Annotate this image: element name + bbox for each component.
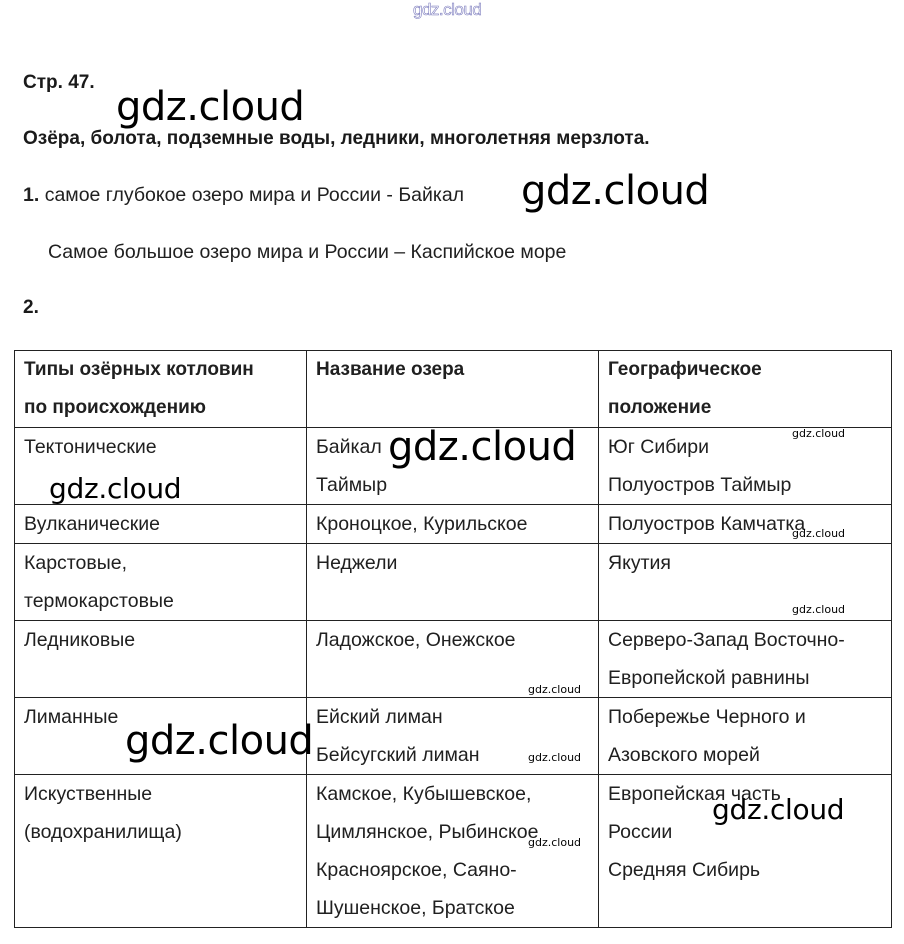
cell-text: Ладожское, Онежское (316, 629, 516, 651)
question-1 (23, 184, 464, 207)
header-text: Название озера (316, 359, 465, 380)
question-1-line1: самое глубокое озеро мира и России - Байкал (44, 184, 465, 206)
cell-type (15, 505, 307, 544)
header-text: Типы озёрных котловин (24, 359, 254, 380)
cell-type (15, 621, 307, 698)
watermark: gdz.cloud (521, 168, 710, 214)
watermark: gdz.cloud (792, 427, 846, 440)
cell-text: Шушенское, Братское (316, 897, 515, 919)
cell-text: Ледниковые (24, 629, 136, 651)
cell-location (599, 505, 892, 544)
cell-text: Европейской равнины (608, 667, 810, 689)
cell-location (599, 621, 892, 698)
watermark: gdz.cloud (528, 751, 582, 764)
watermark: gdz.cloud (116, 84, 305, 130)
watermark: gdz.cloud (125, 718, 314, 764)
cell-location (599, 698, 892, 775)
cell-text: Вулканические (24, 513, 160, 535)
cell-text: Серверо-Запад Восточно- (608, 629, 845, 651)
question-2-number: 2. (23, 297, 39, 318)
cell-text: Ейский лиман (316, 706, 443, 728)
cell-text: Европейская часть (608, 783, 781, 805)
cell-names (307, 505, 599, 544)
cell-text: Якутия (608, 552, 671, 574)
header-location (599, 351, 892, 428)
cell-text: Юг Сибири (608, 436, 710, 458)
top-watermark: gdz.cloud (413, 0, 482, 19)
cell-names (307, 775, 599, 928)
cell-text: Искуственные (24, 783, 153, 805)
cell-location (599, 544, 892, 621)
watermark: gdz.cloud (528, 683, 582, 696)
cell-text: России (608, 821, 673, 843)
cell-text: Лиманные (24, 706, 119, 728)
cell-text: Цимлянское, Рыбинское (316, 821, 539, 843)
header-text: положение (608, 397, 712, 418)
question-1-number: 1. (23, 184, 40, 206)
header-basin-types (15, 351, 307, 428)
cell-text: Карстовые, (24, 552, 127, 574)
cell-names (307, 544, 599, 621)
watermark: gdz.cloud (792, 527, 846, 540)
cell-text: Полуостров Таймыр (608, 474, 792, 496)
table-row (15, 505, 892, 544)
cell-text: Средняя Сибирь (608, 859, 761, 881)
page-reference: Стр. 47. (23, 72, 95, 93)
watermark: gdz.cloud (49, 472, 182, 505)
cell-text: Азовского морей (608, 744, 760, 766)
cell-text: Красноярское, Саяно- (316, 859, 517, 881)
header-text: по происхождению (24, 397, 206, 418)
cell-text: Таймыр (316, 474, 388, 496)
watermark: gdz.cloud (792, 603, 846, 616)
cell-text: Тектонические (24, 436, 157, 458)
cell-text: Кроноцкое, Курильское (316, 513, 528, 535)
cell-location (599, 428, 892, 505)
cell-text: Неджели (316, 552, 398, 574)
cell-text: Бейсугский лиман (316, 744, 480, 766)
cell-text: Байкал (316, 436, 382, 458)
watermark: gdz.cloud (712, 793, 845, 826)
header-text: Географическое (608, 359, 762, 380)
watermark: gdz.cloud (388, 424, 577, 470)
table-row (15, 621, 892, 698)
table-header-row (15, 351, 892, 428)
cell-type (15, 775, 307, 928)
question-1-line2: Самое большое озеро мира и России – Каспийское море (48, 241, 567, 263)
cell-text: Полуостров Камчатка (608, 513, 806, 535)
cell-type (15, 544, 307, 621)
watermark: gdz.cloud (528, 836, 582, 849)
cell-text: Побережье Черного и (608, 706, 806, 728)
cell-text: термокарстовые (24, 590, 174, 612)
cell-text: (водохранилища) (24, 821, 182, 843)
header-lake-name (307, 351, 599, 428)
topic-title: Озёра, болота, подземные воды, ледники, многолетняя мерзлота. (23, 128, 650, 149)
cell-text: Камское, Кубышевское, (316, 783, 532, 805)
table-row (15, 544, 892, 621)
